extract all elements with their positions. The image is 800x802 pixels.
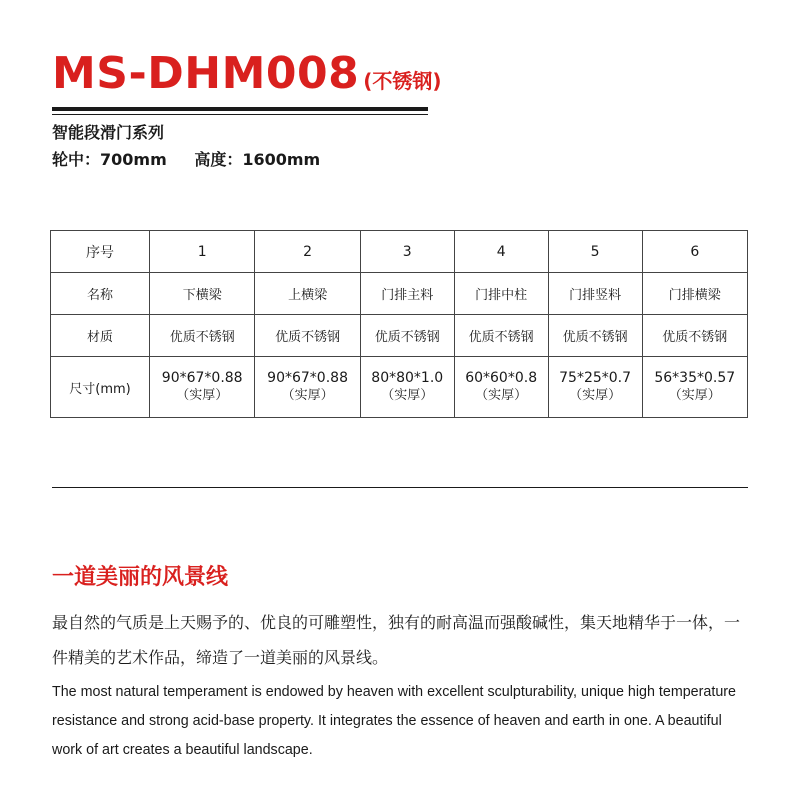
size-value: 75*25*0.7 — [559, 370, 632, 386]
size-note: （实厚） — [176, 388, 229, 403]
wheel-center: 轮中：700mm — [52, 150, 167, 169]
size-value: 60*60*0.8 — [465, 370, 538, 386]
cell-size — [454, 357, 548, 418]
size-value: 56*35*0.57 — [654, 370, 736, 386]
chinese-description: 最自然的气质是上天赐予的、优良的可雕塑性，独有的耐高温而强酸碱性，集天地精华于一体，一件精美的艺术作品，缔造了一道美丽的风景线。 — [52, 613, 741, 667]
cell-index: 3 — [360, 231, 454, 273]
cell-size — [150, 357, 255, 418]
cell-material: 优质不锈钢 — [150, 315, 255, 357]
english-description: The most natural temperament is endowed by heaven with excellent sculpturability, unique high temperature resistance and strong acid-base property. It integrates the essence of heaven and earth in one. A beautiful work of art creates a beautiful landscape. — [52, 684, 736, 758]
cell-name: 门排竖料 — [548, 273, 642, 315]
cell-name: 门排中柱 — [454, 273, 548, 315]
title-underline-thin — [52, 114, 428, 115]
cell-name: 上横梁 — [255, 273, 360, 315]
cell-index: 6 — [642, 231, 747, 273]
cell-index: 4 — [454, 231, 548, 273]
cell-material: 优质不锈钢 — [548, 315, 642, 357]
cell-size — [255, 357, 360, 418]
cell-index: 5 — [548, 231, 642, 273]
size-value: 80*80*1.0 — [371, 370, 444, 386]
model-number: MS-DHM008 — [52, 48, 360, 99]
series-name: 智能段滑门系列 — [52, 123, 165, 142]
cell-size — [548, 357, 642, 418]
size-note: （实厚） — [668, 388, 721, 403]
cell-name: 下横梁 — [150, 273, 255, 315]
row-header-size: 尺寸(mm) — [51, 357, 150, 418]
product-title — [52, 48, 442, 99]
cell-material: 优质不锈钢 — [454, 315, 548, 357]
cell-name: 门排主料 — [360, 273, 454, 315]
spec-table — [50, 230, 748, 418]
size-note: （实厚） — [281, 388, 334, 403]
cell-material: 优质不锈钢 — [360, 315, 454, 357]
dimensions-line — [52, 147, 320, 170]
cell-name: 门排横梁 — [642, 273, 747, 315]
row-header-name: 名称 — [51, 273, 150, 315]
size-note: （实厚） — [381, 388, 434, 403]
cell-material: 优质不锈钢 — [642, 315, 747, 357]
cell-size — [642, 357, 747, 418]
table-row — [51, 357, 748, 418]
title-underline-thick — [52, 107, 428, 111]
cell-material: 优质不锈钢 — [255, 315, 360, 357]
row-header-material: 材质 — [51, 315, 150, 357]
cell-index: 1 — [150, 231, 255, 273]
size-note: （实厚） — [475, 388, 528, 403]
section-title: 一道美丽的风景线 — [52, 565, 229, 590]
row-header-index: 序号 — [51, 231, 150, 273]
cell-index: 2 — [255, 231, 360, 273]
size-value: 90*67*0.88 — [267, 370, 348, 386]
table-row — [51, 315, 748, 357]
section-divider — [52, 487, 748, 488]
door-height: 高度：1600mm — [194, 150, 321, 169]
cell-size — [360, 357, 454, 418]
material-tag: (不锈钢) — [363, 69, 442, 93]
table-row — [51, 231, 748, 273]
size-value: 90*67*0.88 — [161, 370, 243, 386]
size-note: （实厚） — [569, 388, 622, 403]
table-row — [51, 273, 748, 315]
